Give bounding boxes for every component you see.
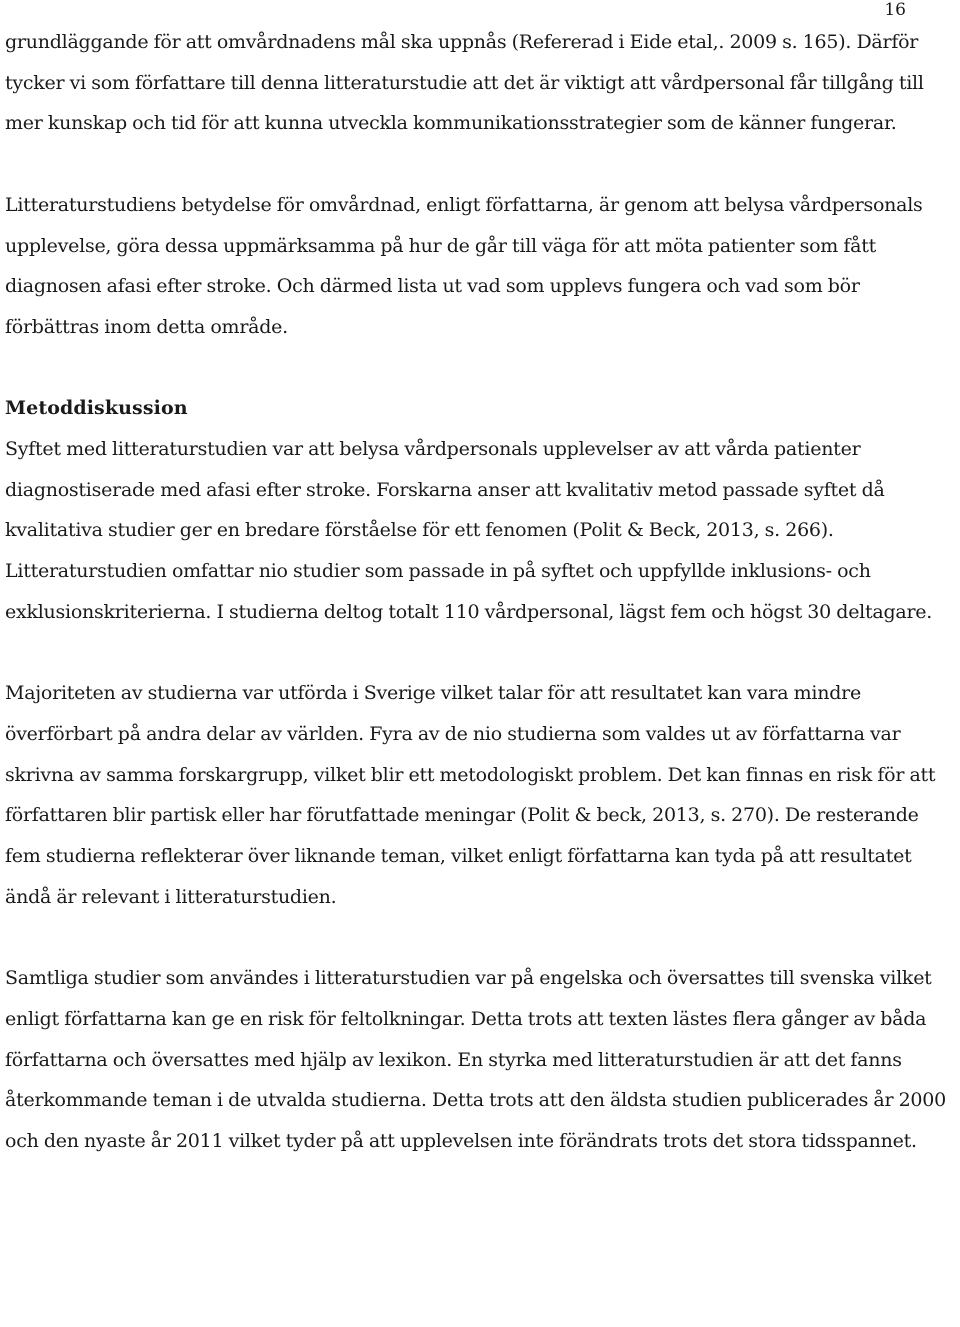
paragraph-method-majority: Majoriteten av studierna var utförda i Sverige vilket talar för att resultatet kan vara mindre överförbart på andra delar av världen. Fyra av de nio studierna som valdes ut av författarna var skrivna av samma forskargrupp, vilket blir ett metodologiskt problem. Det kan finnas en risk för att författaren blir partisk eller har förutfattade meningar (Polit & beck, 2013, s. 270). De resterande fem studierna reflekterar över liknande teman, vilket enligt författarna kan tyda på att resultatet ändå är relevant i litteraturstudien. — [5, 682, 936, 908]
paragraph-method-aim: Syftet med litteraturstudien var att belysa vårdpersonals upplevelser av att vårda patienter diagnostiserade med afasi efter stroke. Forskarna anser att kvalitativ metod passade syftet då kvalitativa studier ger en bredare förståelse för ett fenomen (Polit & Beck, 2013, s. 266). Litteraturstudien omfattar nio studier som passade in på syftet och uppfyllde inklusions- och exklusionskriterierna. I studierna deltog totalt 110 vårdpersonal, lägst fem och högst 30 deltagare. — [5, 438, 933, 623]
paragraph-gap — [5, 144, 957, 185]
paragraph-gap — [5, 917, 957, 958]
paragraph-significance: Litteraturstudiens betydelse för omvårdnad, enligt författarna, är genom att belysa vårdpersonals upplevelse, göra dessa uppmärksamma på hur de går till väga för att möta patienter som fått diagnosen afasi efter stroke. Och därmed lista ut vad som upplevs fungera och vad som bör förbättras inom detta område. — [5, 193, 923, 338]
page-number: 16 — [884, 0, 906, 20]
paragraph-gap — [5, 633, 957, 674]
document-body — [5, 22, 957, 1162]
section-heading: Metoddiskussion — [5, 397, 188, 420]
paragraph-gap — [5, 348, 957, 389]
paragraph-method-language: Samtliga studier som användes i litteraturstudien var på engelska och översattes till svenska vilket enligt författarna kan ge en risk för feltolkningar. Detta trots att texten lästes flera gånger av båda författarna och översattes med hjälp av lexikon. En styrka med litteraturstudien är att det fanns återkommande teman i de utvalda studierna. Detta trots att den äldsta studien publicerades år 2000 och den nyaste år 2011 vilket tyder på att upplevelsen inte förändrats trots det stora tidsspannet. — [5, 967, 946, 1152]
paragraph-continuation: grundläggande för att omvårdnadens mål ska uppnås (Refererad i Eide etal,. 2009 s. 165). Därför tycker vi som författare till denna litteraturstudie att det är viktigt att vårdpersonal får tillgång till mer kunskap och tid för att kunna utveckla kommunikationsstrategier som de känner fungerar. — [5, 31, 924, 135]
